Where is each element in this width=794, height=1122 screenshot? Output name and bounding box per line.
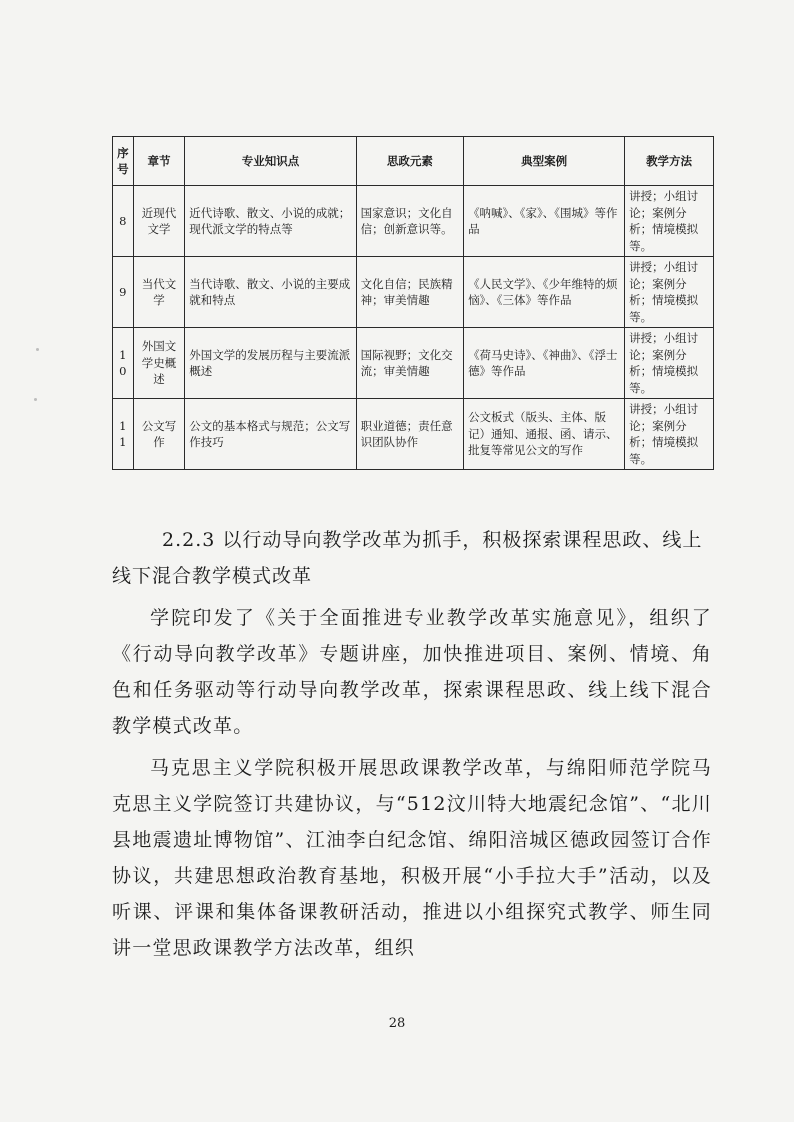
cell-cases: 《人民文学》、《少年维特的烦恼》、《三体》等作品	[464, 257, 625, 328]
cell-cases: 《荷马史诗》、《神曲》、《浮士德》等作品	[464, 328, 625, 399]
table-row	[113, 328, 714, 399]
header-cell-number: 序号	[113, 137, 134, 186]
body-paragraph: 学院印发了《关于全面推进专业教学改革实施意见》，组织了《行动导向教学改革》专题讲座，加快推进项目、案例、情境、角色和任务驱动等行动导向教学改革，探索课程思政、线上线下混合教学模式改革。	[112, 607, 712, 737]
cell-number: 8	[113, 186, 134, 257]
curriculum-table	[112, 136, 714, 470]
cell-chapter: 公文写作	[133, 399, 185, 470]
cell-ideology: 职业道德；责任意识团队协作	[356, 399, 463, 470]
cell-chapter: 当代文学	[133, 257, 185, 328]
page-number: 28	[388, 1016, 406, 1031]
cell-methods: 讲授；小组讨论；案例分析；情境模拟等。	[625, 399, 714, 470]
cell-chapter: 外国文学史概述	[133, 328, 185, 399]
table-row	[113, 399, 714, 470]
cell-knowledge: 外国文学的发展历程与主要流派概述	[185, 328, 356, 399]
cell-number: 9	[113, 257, 134, 328]
header-cell-ideology: 思政元素	[356, 137, 463, 186]
cell-knowledge: 公文的基本格式与规范；公文写作技巧	[185, 399, 356, 470]
header-cell-methods: 教学方法	[625, 137, 714, 186]
scan-speck	[36, 348, 39, 351]
cell-knowledge: 近代诗歌、散文、小说的成就；现代派文学的特点等	[185, 186, 356, 257]
scan-speck	[34, 398, 37, 401]
cell-knowledge: 当代诗歌、散文、小说的主要成就和特点	[185, 257, 356, 328]
cell-cases: 《呐喊》、《家》、《围城》等作品	[464, 186, 625, 257]
cell-cases: 公文板式（版头、主体、版记）通知、通报、函、请示、批复等常见公文的写作	[464, 399, 625, 470]
cell-methods: 讲授；小组讨论；案例分析；情境模拟等。	[625, 186, 714, 257]
cell-ideology: 文化自信；民族精神；审美情趣	[356, 257, 463, 328]
cell-number: 10	[113, 328, 134, 399]
body-paragraph: 马克思主义学院积极开展思政课教学改革，与绵阳师范学院马克思主义学院签订共建协议，与“512汶川特大地震纪念馆”、“北川县地震遗址博物馆”、江油李白纪念馆、绵阳涪城区德政园签订合作协议，共建思想政治教育基地，积极开展“小手拉大手”活动，以及听课、评课和集体备课教研活动，推进以小组探究式教学、师生同讲一堂思政课教学方法改革，组织	[112, 757, 712, 959]
section-heading: 2.2.3 以行动导向教学改革为抓手，积极探索课程思政、线上线下混合教学模式改革	[112, 529, 703, 587]
cell-methods: 讲授；小组讨论；案例分析；情境模拟等。	[625, 328, 714, 399]
header-cell-cases: 典型案例	[464, 137, 625, 186]
header-cell-chapter: 章节	[133, 137, 185, 186]
header-cell-knowledge: 专业知识点	[185, 137, 356, 186]
cell-ideology: 国家意识；文化自信；创新意识等。	[356, 186, 463, 257]
cell-ideology: 国际视野；文化交流；审美情趣	[356, 328, 463, 399]
cell-methods: 讲授；小组讨论；案例分析；情境模拟等。	[625, 257, 714, 328]
table-header-row	[113, 137, 714, 186]
table-row	[113, 186, 714, 257]
cell-number: 11	[113, 399, 134, 470]
table-row	[113, 257, 714, 328]
cell-chapter: 近现代文学	[133, 186, 185, 257]
